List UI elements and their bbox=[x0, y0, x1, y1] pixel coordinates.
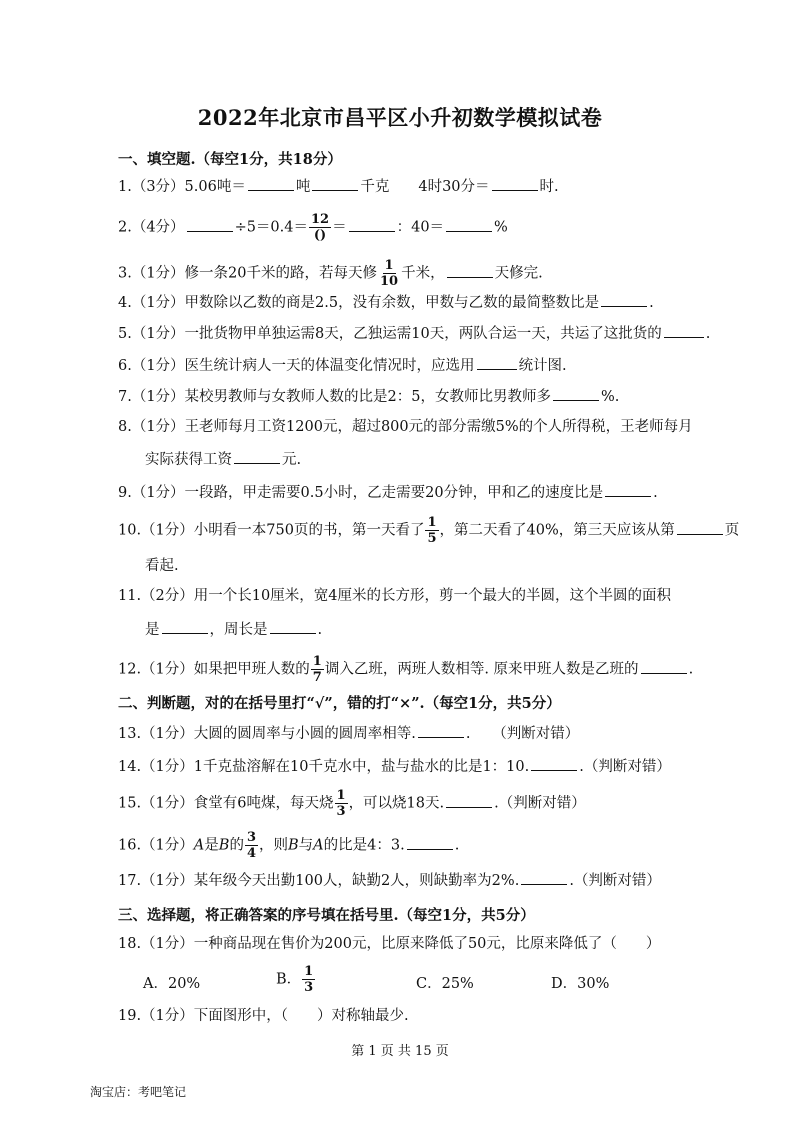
option-a[interactable]: A．20% bbox=[143, 976, 201, 992]
answer-blank[interactable] bbox=[601, 292, 647, 307]
question-11: 11.（2分）用一个长10厘米，宽4厘米的长方形，剪一个最大的半圆，这个半圆的面积 bbox=[118, 588, 671, 604]
fraction: $\frac{1}{5}$ bbox=[427, 515, 437, 546]
answer-blank[interactable] bbox=[446, 793, 492, 808]
answer-blank[interactable] bbox=[605, 482, 651, 497]
answer-blank[interactable] bbox=[234, 449, 280, 464]
question-8: 8.（1分）王老师每月工资1200元，超过800元的部分需缴5%的个人所得税，王老师每月 bbox=[118, 419, 693, 435]
question-18: 18.（1分）一种商品现在售价为200元，比原来降低了50元，比原来降低了（ ） bbox=[118, 936, 661, 952]
answer-blank[interactable] bbox=[477, 355, 517, 370]
question-19: 19.（1分）下面图形中，（ ）对称轴最少. bbox=[118, 1008, 409, 1024]
question-7: 7.（1分）某校男教师与女教师人数的比是2：5，女教师比男教师多 %. bbox=[118, 386, 619, 407]
question-3: 3.（1分）修一条20千米的路，若每天修 $\frac{1}{10}$ 千米， 天修完. bbox=[118, 258, 543, 289]
question-17: 17.（1分）某年级今天出勤100人，缺勤2人，则缺勤率为2%. .（判断对错） bbox=[118, 870, 661, 891]
question-8-continued: 实际获得工资 元. bbox=[145, 449, 301, 470]
answer-blank[interactable] bbox=[553, 386, 599, 401]
question-11-continued: 是 ，周长是 . bbox=[145, 619, 322, 640]
answer-blank[interactable] bbox=[446, 217, 492, 232]
section-true-false: 二、判断题，对的在括号里打“√”，错的打“×”.（每空1分，共5分） bbox=[118, 695, 561, 712]
answer-blank[interactable] bbox=[187, 217, 233, 232]
question-14: 14.（1分）1千克盐溶解在10千克水中，盐与盐水的比是1：10. .（判断对错） bbox=[118, 756, 671, 777]
answer-blank[interactable] bbox=[407, 835, 453, 850]
fraction: $\frac{1}{7}$ bbox=[312, 654, 322, 685]
fraction: $\frac{3}{4}$ bbox=[246, 830, 256, 861]
answer-blank[interactable] bbox=[270, 619, 316, 634]
answer-blank[interactable] bbox=[418, 723, 464, 738]
option-d[interactable]: D．30% bbox=[551, 976, 610, 992]
section-multiple-choice: 三、选择题，将正确答案的序号填在括号里.（每空1分，共5分） bbox=[118, 907, 535, 924]
answer-blank[interactable] bbox=[531, 756, 577, 771]
question-4: 4.（1分）甲数除以乙数的商是2.5，没有余数，甲数与乙数的最简整数比是 . bbox=[118, 292, 654, 313]
option-c[interactable]: C．25% bbox=[416, 976, 474, 992]
fraction: $\frac{1}{3}$ bbox=[304, 964, 314, 995]
fraction: $\frac{1}{3}$ bbox=[336, 788, 346, 819]
question-15: 15.（1分）食堂有6吨煤，每天烧 $\frac{1}{3}$ ，可以烧18天. .（判断对错） bbox=[118, 788, 586, 819]
answer-blank[interactable] bbox=[162, 619, 208, 634]
question-6: 6.（1分）医生统计病人一天的体温变化情况时，应选用 统计图. bbox=[118, 355, 567, 376]
page-footer: 第 1 页 共 15 页 bbox=[351, 1044, 449, 1059]
answer-blank[interactable] bbox=[641, 659, 687, 674]
answer-blank[interactable] bbox=[521, 870, 567, 885]
question-9: 9.（1分）一段路，甲走需要0.5小时，乙走需要20分钟，甲和乙的速度比是 . bbox=[118, 482, 658, 503]
shop-watermark: 淘宝店：考吧笔记 bbox=[90, 1085, 187, 1099]
section-fill-blank: 一、填空题.（每空1分，共18分） bbox=[118, 151, 342, 168]
fraction: $\frac{12}{()}$ bbox=[311, 212, 330, 243]
answer-blank[interactable] bbox=[447, 263, 493, 278]
question-13: 13.（1分）大圆的圆周率与小圆的圆周率相等. . （判断对错） bbox=[118, 723, 579, 744]
question-10-continued: 看起. bbox=[145, 558, 179, 574]
option-b[interactable]: B． $\frac{1}{3}$ bbox=[276, 964, 314, 995]
question-1: 1.（3分）5.06吨＝ 吨 千克 4时30分＝ 时. bbox=[118, 176, 559, 197]
fraction: $\frac{1}{10}$ bbox=[380, 258, 399, 289]
question-12: 12.（1分）如果把甲班人数的 $\frac{1}{7}$ 调入乙班，两班人数相等. 原来甲班人数是乙班的 . bbox=[118, 654, 694, 685]
answer-blank[interactable] bbox=[312, 176, 358, 191]
question-10: 10.（1分）小明看一本750页的书，第一天看了 $\frac{1}{5}$ ，第二天看了40%，第三天应该从第 页 bbox=[118, 515, 740, 546]
answer-blank[interactable] bbox=[492, 176, 538, 191]
answer-blank[interactable] bbox=[349, 217, 395, 232]
question-16: 16.（1分）A是B的 $\frac{3}{4}$ ，则B与A的比是4：3. . bbox=[118, 830, 460, 861]
answer-blank[interactable] bbox=[248, 176, 294, 191]
answer-blank[interactable] bbox=[677, 520, 723, 535]
question-2: 2.（4分） ÷5＝0.4＝ $\frac{12}{()}$ ＝ ：40＝ % bbox=[118, 212, 508, 243]
page-title: 2022年北京市昌平区小升初数学模拟试卷 bbox=[197, 105, 603, 130]
answer-blank[interactable] bbox=[664, 323, 704, 338]
question-5: 5.（1分）一批货物甲单独运需8天，乙独运需10天，两队合运一天，共运了这批货的 . bbox=[118, 323, 710, 344]
